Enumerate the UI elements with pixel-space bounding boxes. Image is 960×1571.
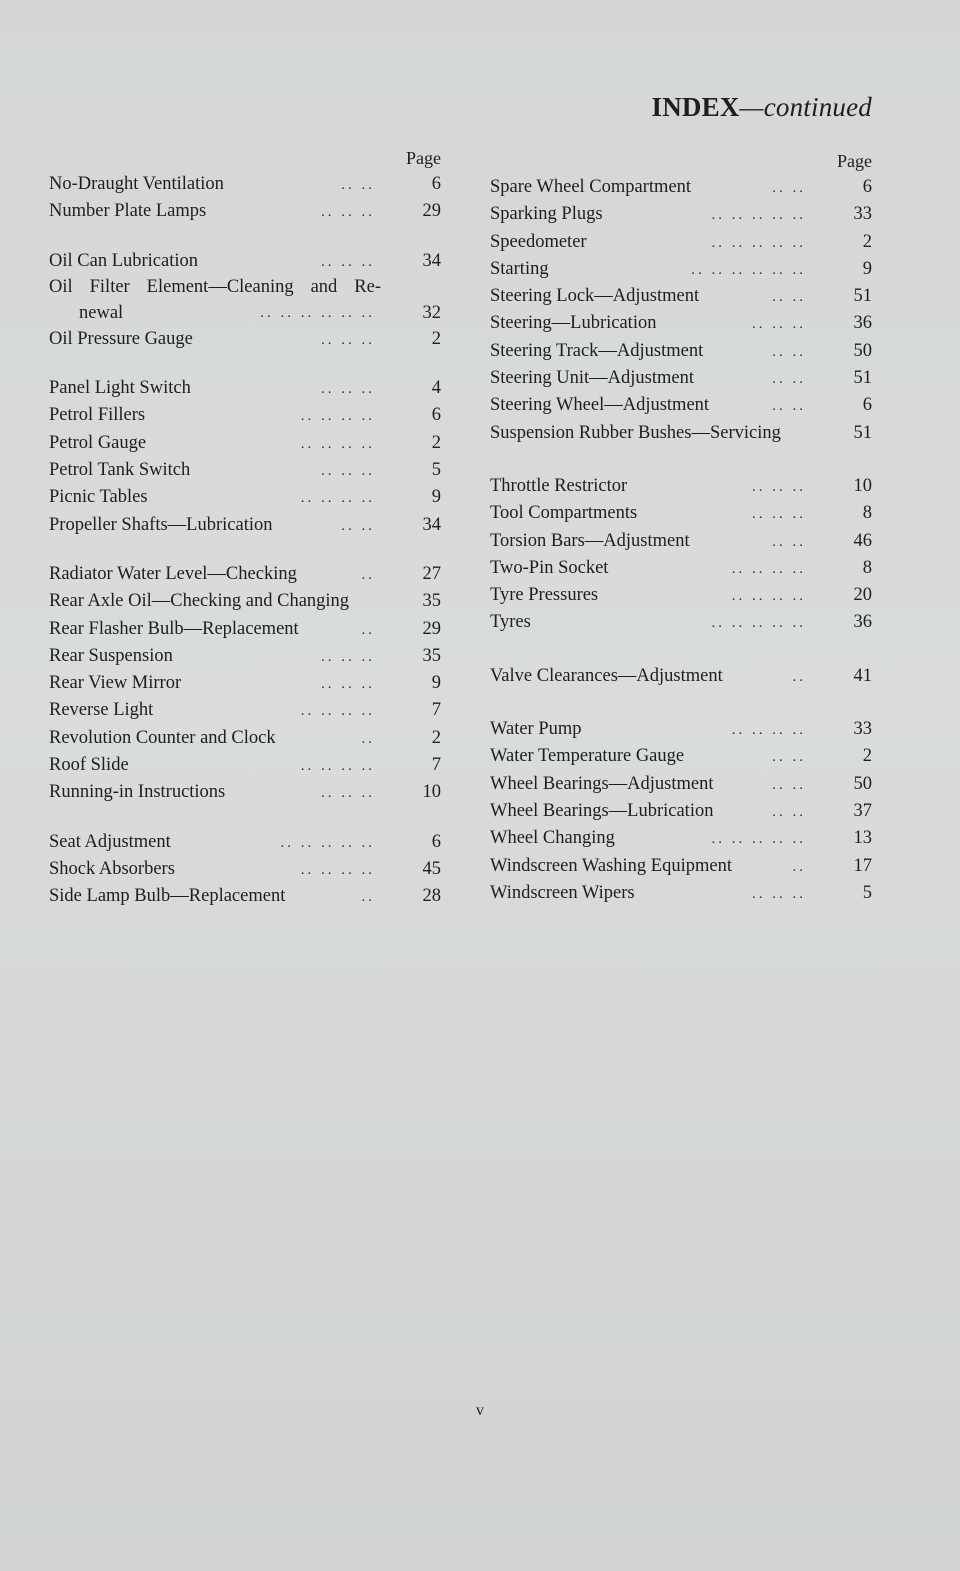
group-spacer bbox=[49, 539, 441, 561]
entry-continuation-line bbox=[49, 300, 441, 326]
leader-dots: .. .. .. .. bbox=[300, 435, 375, 452]
index-entry bbox=[490, 663, 872, 690]
index-entry bbox=[49, 643, 441, 670]
group-spacer bbox=[490, 447, 872, 473]
entry-label-continuation: newal bbox=[79, 302, 124, 323]
left-column bbox=[49, 145, 441, 911]
leader-dots: .. .. .. .. bbox=[731, 722, 806, 739]
index-entry bbox=[490, 771, 872, 798]
leader-dots: .. .. .. .. .. bbox=[711, 831, 806, 848]
heading-continued: —continued bbox=[739, 92, 872, 122]
entry-label: Roof Slide bbox=[49, 755, 129, 776]
leader-dots: .. .. .. .. .. bbox=[711, 234, 806, 251]
index-entry bbox=[49, 326, 441, 353]
index-group bbox=[49, 248, 441, 354]
entry-label: Steering Lock—Adjustment bbox=[490, 286, 700, 307]
index-entry bbox=[490, 310, 872, 337]
entry-page-number: 28 bbox=[422, 886, 441, 907]
index-group bbox=[490, 174, 872, 447]
entry-page-number: 35 bbox=[422, 591, 441, 612]
entry-page-number: 6 bbox=[431, 174, 441, 194]
leader-dots: .. .. .. bbox=[321, 381, 375, 398]
entry-label: Oil Filter Element—Cleaning and Re- bbox=[49, 276, 381, 297]
entry-page-number: 36 bbox=[853, 612, 872, 633]
index-entry bbox=[490, 420, 872, 447]
entry-label: Tyre Pressures bbox=[490, 585, 599, 606]
page-number-folio: v bbox=[476, 1402, 484, 1419]
entry-label: Throttle Restrictor bbox=[490, 475, 628, 496]
entry-label: Tyres bbox=[490, 612, 531, 633]
right-index-list bbox=[490, 174, 872, 907]
entry-label: Windscreen Wipers bbox=[490, 882, 635, 903]
page-column-label-right: Page bbox=[837, 151, 872, 171]
index-entry bbox=[490, 229, 872, 256]
entry-page-number: 46 bbox=[853, 530, 872, 551]
group-spacer bbox=[490, 690, 872, 716]
leader-dots: .. .. .. bbox=[752, 885, 806, 902]
entry-page-number: 33 bbox=[853, 719, 872, 740]
entry-page-number: 8 bbox=[862, 557, 872, 578]
entry-label: Steering Track—Adjustment bbox=[490, 340, 704, 361]
entry-page-number: 6 bbox=[862, 177, 872, 197]
index-group bbox=[49, 561, 441, 807]
entry-label: Steering Unit—Adjustment bbox=[490, 368, 694, 389]
entry-page-number: 10 bbox=[422, 782, 441, 803]
index-entry bbox=[490, 582, 872, 609]
leader-dots: .. .. bbox=[772, 289, 806, 306]
leader-dots: .. .. .. .. .. .. bbox=[691, 261, 806, 278]
entry-page-number: 50 bbox=[853, 340, 872, 361]
entry-label: Radiator Water Level—Checking bbox=[49, 563, 297, 584]
index-entry bbox=[490, 201, 872, 228]
heading-bold: INDEX bbox=[651, 92, 740, 122]
entry-page-number: 9 bbox=[431, 673, 441, 694]
index-entry bbox=[490, 798, 872, 825]
index-entry bbox=[490, 555, 872, 582]
entry-page-number: 4 bbox=[431, 378, 441, 399]
index-entry bbox=[490, 716, 872, 743]
index-entry bbox=[490, 392, 872, 419]
entry-label: Windscreen Washing Equipment bbox=[490, 855, 732, 876]
index-entry bbox=[49, 375, 441, 402]
leader-dots: .. .. .. .. bbox=[300, 408, 375, 425]
group-spacer bbox=[490, 637, 872, 663]
leader-dots: .. .. .. bbox=[321, 204, 375, 221]
entry-page-number: 51 bbox=[853, 422, 872, 443]
entry-label: Two-Pin Socket bbox=[490, 557, 609, 578]
entry-page-number: 20 bbox=[853, 585, 872, 606]
entry-page-number: 34 bbox=[422, 250, 441, 271]
index-entry bbox=[49, 248, 441, 275]
leader-dots: .. .. bbox=[772, 533, 806, 550]
leader-dots: .. bbox=[361, 730, 375, 747]
entry-label: Seat Adjustment bbox=[49, 831, 171, 852]
index-entry bbox=[49, 670, 441, 697]
leader-dots: .. .. .. bbox=[321, 785, 375, 802]
entry-page-number: 17 bbox=[853, 855, 872, 876]
index-entry bbox=[49, 588, 441, 615]
entry-label: Spare Wheel Compartment bbox=[490, 177, 692, 197]
entry-label: Sparking Plugs bbox=[490, 204, 603, 225]
index-entry bbox=[490, 365, 872, 392]
leader-dots: .. .. .. .. bbox=[300, 703, 375, 720]
entry-page-number: 41 bbox=[853, 665, 872, 686]
entry-label: Picnic Tables bbox=[49, 487, 148, 508]
leader-dots: .. .. bbox=[772, 180, 806, 196]
index-group bbox=[49, 829, 441, 911]
entry-label: Petrol Tank Switch bbox=[49, 460, 191, 481]
entry-page-number: 29 bbox=[422, 201, 441, 222]
index-entry bbox=[49, 752, 441, 779]
entry-label: Wheel Bearings—Adjustment bbox=[490, 773, 714, 794]
leader-dots: .. bbox=[361, 621, 375, 638]
entry-page-number: 32 bbox=[422, 302, 441, 323]
leader-dots: .. .. .. bbox=[321, 676, 375, 693]
entry-page-number: 5 bbox=[431, 460, 441, 481]
leader-dots: .. .. .. bbox=[321, 648, 375, 665]
entry-page-number: 51 bbox=[853, 368, 872, 389]
index-entry bbox=[49, 697, 441, 724]
entry-label: Valve Clearances—Adjustment bbox=[490, 665, 723, 686]
index-entry bbox=[490, 500, 872, 527]
index-entry bbox=[490, 853, 872, 880]
leader-dots: .. .. bbox=[772, 343, 806, 360]
entry-label: Petrol Gauge bbox=[49, 432, 147, 453]
entry-page-number: 9 bbox=[431, 487, 441, 508]
leader-dots: .. .. bbox=[772, 371, 806, 388]
left-index-list bbox=[49, 171, 441, 911]
page-heading bbox=[652, 92, 873, 123]
index-entry bbox=[49, 512, 441, 539]
entry-page-number: 9 bbox=[862, 258, 872, 279]
entry-page-number: 7 bbox=[431, 755, 441, 776]
entry-label: Number Plate Lamps bbox=[49, 201, 207, 222]
entry-label: Propeller Shafts—Lubrication bbox=[49, 514, 273, 535]
leader-dots: .. .. .. .. bbox=[300, 861, 375, 878]
entry-page-number: 2 bbox=[431, 328, 441, 349]
index-entry bbox=[49, 829, 441, 856]
index-group bbox=[490, 473, 872, 637]
entry-label: Panel Light Switch bbox=[49, 378, 191, 399]
entry-label: Reverse Light bbox=[49, 700, 154, 721]
entry-label: Water Temperature Gauge bbox=[490, 746, 685, 767]
leader-dots: .. .. .. .. bbox=[300, 758, 375, 775]
leader-dots: .. .. bbox=[772, 398, 806, 415]
index-entry bbox=[490, 338, 872, 365]
entry-label: Running-in Instructions bbox=[49, 782, 226, 803]
entry-label: Torsion Bars—Adjustment bbox=[490, 530, 690, 551]
entry-label: Petrol Fillers bbox=[49, 405, 146, 426]
entry-page-number: 37 bbox=[853, 800, 872, 821]
index-entry bbox=[49, 402, 441, 429]
leader-dots: .. .. .. bbox=[321, 331, 375, 348]
leader-dots: .. .. .. bbox=[752, 478, 806, 495]
index-entry bbox=[490, 880, 872, 907]
entry-label: No-Draught Ventilation bbox=[49, 174, 224, 194]
leader-dots: .. .. bbox=[772, 749, 806, 766]
entry-page-number: 27 bbox=[422, 563, 441, 584]
leader-dots: .. .. .. .. .. bbox=[711, 207, 806, 224]
entry-label: Steering—Lubrication bbox=[490, 313, 657, 334]
leader-dots: .. .. .. .. .. .. bbox=[260, 304, 375, 321]
entry-page-number: 5 bbox=[862, 882, 872, 903]
entry-page-number: 36 bbox=[853, 313, 872, 334]
index-entry bbox=[490, 283, 872, 310]
entry-label: Speedometer bbox=[490, 231, 587, 252]
entry-label: Tool Compartments bbox=[490, 503, 638, 524]
entry-page-number: 2 bbox=[431, 727, 441, 748]
entry-page-number: 6 bbox=[862, 395, 872, 416]
leader-dots: .. .. .. bbox=[752, 506, 806, 523]
entry-label: Wheel Bearings—Lubrication bbox=[490, 800, 714, 821]
entry-label: Rear View Mirror bbox=[49, 673, 182, 694]
index-group bbox=[490, 663, 872, 690]
entry-label: Steering Wheel—Adjustment bbox=[490, 395, 710, 416]
entry-page-number: 13 bbox=[853, 828, 872, 849]
leader-dots: .. .. bbox=[341, 177, 375, 193]
index-entry bbox=[490, 256, 872, 283]
entry-label: Side Lamp Bulb—Replacement bbox=[49, 886, 286, 907]
entry-label: Revolution Counter and Clock bbox=[49, 727, 276, 748]
entry-page-number: 2 bbox=[862, 746, 872, 767]
index-entry bbox=[49, 457, 441, 484]
entry-page-number: 51 bbox=[853, 286, 872, 307]
group-spacer bbox=[49, 353, 441, 375]
index-group bbox=[49, 171, 441, 226]
entry-page-number: 45 bbox=[422, 858, 441, 879]
entry-page-number: 2 bbox=[862, 231, 872, 252]
right-column bbox=[490, 148, 872, 907]
index-entry bbox=[490, 473, 872, 500]
leader-dots: .. .. .. .. bbox=[300, 490, 375, 507]
entry-page-number: 6 bbox=[431, 405, 441, 426]
index-entry bbox=[49, 171, 441, 198]
index-entry bbox=[49, 779, 441, 806]
group-spacer bbox=[49, 226, 441, 248]
index-entry bbox=[490, 174, 872, 201]
entry-label: Oil Can Lubrication bbox=[49, 250, 198, 271]
entry-label: Oil Pressure Gauge bbox=[49, 328, 193, 349]
index-entry bbox=[49, 883, 441, 910]
entry-page-number: 10 bbox=[853, 475, 872, 496]
entry-label: Wheel Changing bbox=[490, 828, 615, 849]
index-entry bbox=[49, 856, 441, 883]
entry-label: Shock Absorbers bbox=[49, 858, 175, 879]
entry-label: Rear Flasher Bulb—Replacement bbox=[49, 618, 299, 639]
index-entry bbox=[49, 725, 441, 752]
entry-page-number: 34 bbox=[422, 514, 441, 535]
index-entry bbox=[490, 825, 872, 852]
leader-dots: .. bbox=[361, 889, 375, 906]
entry-label: Water Pump bbox=[490, 719, 582, 740]
leader-dots: .. .. .. .. bbox=[731, 560, 806, 577]
index-entry bbox=[49, 430, 441, 457]
index-group bbox=[49, 375, 441, 539]
leader-dots: .. .. .. .. .. bbox=[711, 615, 806, 632]
leader-dots: .. bbox=[361, 566, 375, 583]
index-entry bbox=[490, 609, 872, 636]
entry-page-number: 33 bbox=[853, 204, 872, 225]
leader-dots: .. .. .. .. bbox=[731, 588, 806, 605]
leader-dots: .. bbox=[792, 858, 806, 875]
entry-label: Rear Suspension bbox=[49, 645, 173, 666]
group-spacer bbox=[49, 807, 441, 829]
entry-label: Suspension Rubber Bushes—Servicing bbox=[490, 422, 781, 443]
leader-dots: .. .. .. bbox=[321, 253, 375, 270]
leader-dots: .. bbox=[792, 668, 806, 685]
index-entry bbox=[490, 528, 872, 555]
index-entry bbox=[49, 198, 441, 225]
index-entry bbox=[49, 484, 441, 511]
entry-page-number: 7 bbox=[431, 700, 441, 721]
index-group bbox=[490, 716, 872, 907]
entry-page-number: 2 bbox=[431, 432, 441, 453]
leader-dots: .. .. bbox=[341, 517, 375, 534]
entry-label: Starting bbox=[490, 258, 549, 279]
leader-dots: .. .. .. bbox=[752, 316, 806, 333]
entry-label: Rear Axle Oil—Checking and Changing bbox=[49, 591, 350, 612]
entry-page-number: 8 bbox=[862, 503, 872, 524]
entry-page-number: 29 bbox=[422, 618, 441, 639]
index-entry bbox=[49, 616, 441, 643]
leader-dots: .. .. .. bbox=[321, 463, 375, 480]
index-entry bbox=[49, 275, 441, 326]
entry-page-number: 35 bbox=[422, 645, 441, 666]
page-column-label-left: Page bbox=[406, 148, 441, 168]
index-entry bbox=[490, 743, 872, 770]
index-entry bbox=[49, 561, 441, 588]
leader-dots: .. .. bbox=[772, 803, 806, 820]
entry-page-number: 50 bbox=[853, 773, 872, 794]
leader-dots: .. .. .. .. .. bbox=[280, 834, 375, 851]
entry-page-number: 6 bbox=[431, 831, 441, 852]
leader-dots: .. .. bbox=[772, 776, 806, 793]
